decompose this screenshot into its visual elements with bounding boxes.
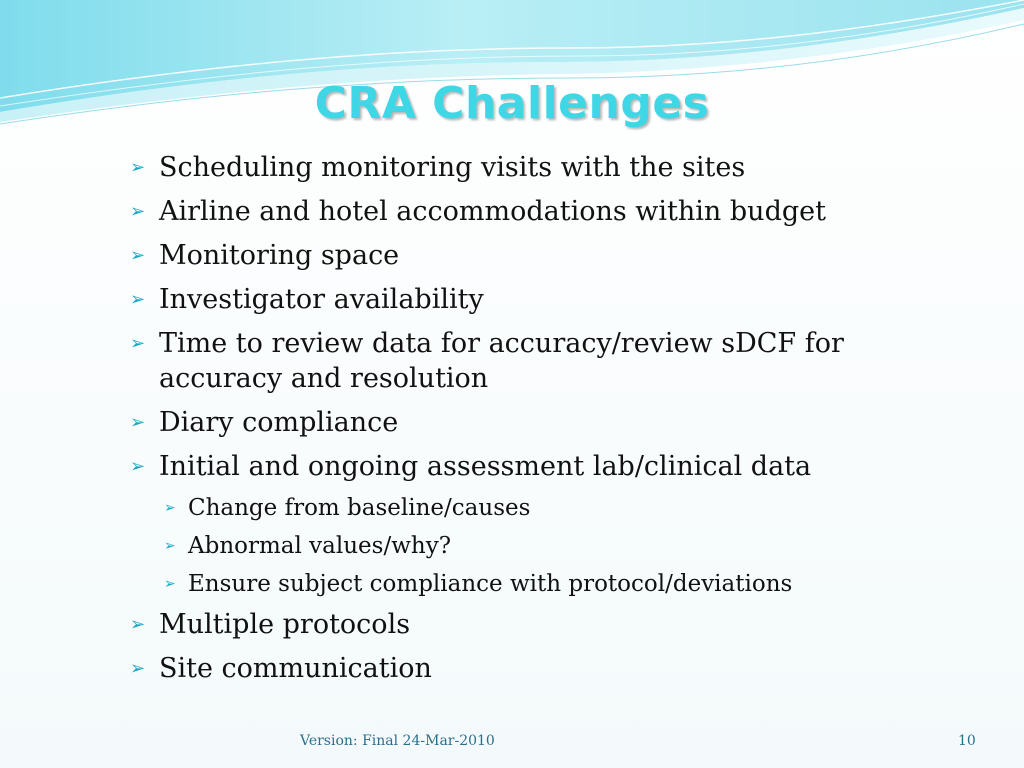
- bullet-text: Time to review data for accuracy/review sDCF for accuracy and resolution: [159, 328, 844, 394]
- footer-version: Version: Final 24-Mar-2010: [300, 733, 495, 749]
- bullet-item: [130, 449, 900, 484]
- sub-bullet-item: [130, 531, 900, 561]
- slide-title: CRA Challenges: [314, 78, 710, 129]
- bullet-text: Initial and ongoing assessment lab/clinical data: [159, 451, 812, 482]
- bullet-item: [130, 150, 900, 185]
- bullet-text: Investigator availability: [159, 284, 484, 315]
- bullet-text: Abnormal values/why?: [188, 533, 452, 559]
- bullet-text: Site communication: [159, 653, 432, 684]
- bullet-item: [130, 651, 900, 686]
- bullet-list: [130, 150, 900, 695]
- sub-bullet-item: [130, 569, 900, 599]
- arrow-bullet-icon: ➢: [130, 333, 146, 354]
- footer-page-number: 10: [958, 733, 976, 749]
- arrow-bullet-icon: ➢: [130, 245, 146, 266]
- bullet-text: Multiple protocols: [159, 609, 411, 640]
- arrow-bullet-icon: ➢: [164, 576, 176, 592]
- bullet-item: [130, 326, 900, 396]
- arrow-bullet-icon: ➢: [130, 201, 146, 222]
- bullet-item: [130, 405, 900, 440]
- bullet-text: Monitoring space: [159, 240, 400, 271]
- arrow-bullet-icon: ➢: [130, 412, 146, 433]
- bullet-text: Diary compliance: [159, 407, 399, 438]
- bullet-text: Change from baseline/causes: [188, 495, 531, 521]
- arrow-bullet-icon: ➢: [130, 658, 146, 679]
- arrow-bullet-icon: ➢: [164, 538, 176, 554]
- arrow-bullet-icon: ➢: [164, 500, 176, 516]
- arrow-bullet-icon: ➢: [130, 456, 146, 477]
- sub-bullet-item: [130, 493, 900, 523]
- bullet-item: [130, 238, 900, 273]
- bullet-text: Ensure subject compliance with protocol/deviations: [188, 571, 793, 597]
- arrow-bullet-icon: ➢: [130, 289, 146, 310]
- bullet-text: Airline and hotel accommodations within budget: [159, 196, 826, 227]
- bullet-item: [130, 607, 900, 642]
- bullet-item: [130, 194, 900, 229]
- bullet-text: Scheduling monitoring visits with the sites: [159, 152, 746, 183]
- bullet-item: [130, 282, 900, 317]
- arrow-bullet-icon: ➢: [130, 157, 146, 178]
- arrow-bullet-icon: ➢: [130, 614, 146, 635]
